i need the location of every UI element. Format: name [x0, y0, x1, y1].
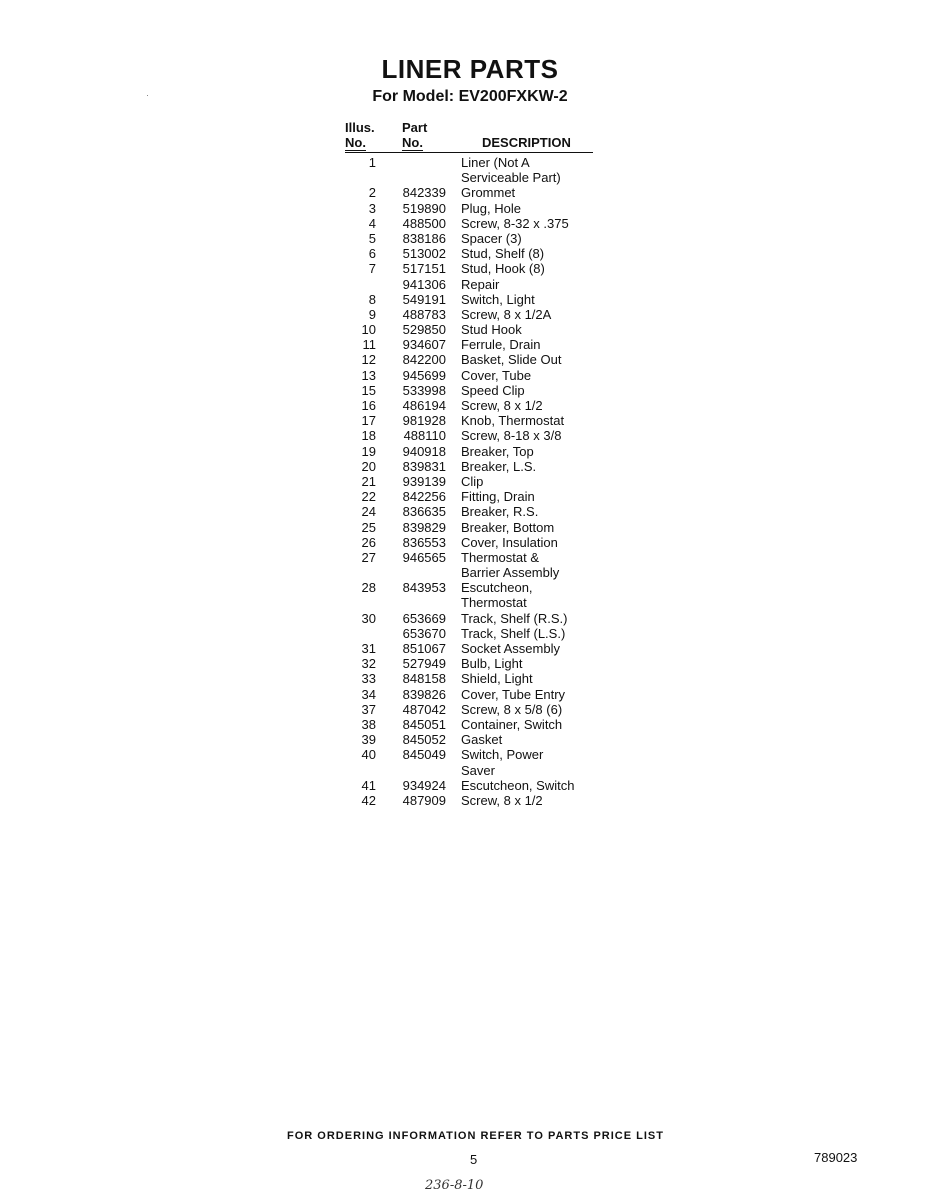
illus-no-cell: 7: [368, 261, 376, 277]
part-no-cell: 487909: [402, 792, 446, 808]
part-no-header: Part No.: [402, 120, 428, 150]
table-row: [340, 368, 640, 383]
model-subtitle: [0, 88, 940, 106]
header-divider: [345, 152, 593, 153]
part-no-cell: 839831: [402, 458, 446, 474]
illus-no-cell: 15: [361, 382, 376, 398]
description-cell: Screw, 8 x 1/2A: [461, 306, 552, 322]
description-cell: Stud Hook: [461, 322, 522, 338]
part-no-cell: 653669: [402, 610, 446, 626]
description-cell: Serviceable Part): [461, 170, 561, 186]
table-row: [340, 732, 640, 747]
illus-no-cell: 33: [361, 671, 376, 687]
illus-no-cell: 9: [368, 306, 376, 322]
description-cell: Cover, Insulation: [461, 534, 558, 550]
part-no-cell: 845052: [402, 732, 446, 748]
part-no-cell: 839829: [402, 519, 446, 535]
part-no-cell: 842200: [402, 352, 446, 368]
illus-no-cell: 18: [361, 428, 376, 444]
table-row: [340, 671, 640, 686]
part-no-cell: 533998: [402, 382, 446, 398]
illus-no-cell: 28: [361, 580, 376, 596]
table-row: [340, 231, 640, 246]
table-row: [340, 793, 640, 808]
illus-no-cell: 25: [361, 519, 376, 535]
table-row: [340, 489, 640, 504]
part-no-cell: 519890: [402, 200, 446, 216]
part-no-cell: 845051: [402, 716, 446, 732]
illus-no-cell: 10: [361, 322, 376, 338]
part-no-cell: 946565: [402, 549, 446, 565]
part-no-cell: 851067: [402, 641, 446, 656]
description-cell: Escutcheon,: [461, 580, 533, 596]
table-row: [340, 535, 640, 550]
part-no-cell: 488110: [403, 428, 446, 444]
description-cell: Screw, 8 x 1/2: [461, 398, 543, 413]
part-no-cell: 653670: [402, 625, 446, 641]
part-no-cell: 941306: [402, 276, 446, 292]
part-no-cell: 981928: [402, 413, 446, 429]
illus-no-cell: 39: [361, 732, 376, 748]
illus-no-cell: 6: [368, 246, 376, 262]
illus-no-cell: 27: [361, 549, 376, 565]
description-cell: Switch, Power: [461, 747, 544, 763]
illus-no-cell: 17: [361, 413, 376, 429]
model-label: For Model:: [372, 88, 455, 105]
illus-no-cell: 32: [361, 656, 376, 672]
description-cell: Socket Assembly: [461, 641, 560, 656]
page-title: LINER PARTS: [381, 54, 559, 84]
part-no-cell: 934924: [402, 777, 446, 793]
table-row: [340, 337, 640, 352]
part-no-cell: 487042: [402, 701, 446, 717]
part-no-cell: 939139: [402, 473, 446, 489]
description-cell: Breaker, Top: [461, 443, 534, 459]
model-number: EV200FXKW-2: [458, 88, 568, 105]
description-cell: Screw, 8 x 1/2: [461, 792, 543, 808]
part-no-cell: 842339: [402, 185, 446, 201]
illus-no-cell: 13: [361, 367, 376, 383]
handwritten-note: 236-8-10: [425, 1178, 484, 1193]
description-cell: Liner (Not A: [461, 155, 530, 170]
table-row: [340, 216, 640, 231]
illus-no-cell: 20: [361, 458, 376, 474]
description-cell: Thermostat: [461, 595, 527, 611]
part-no-cell: 529850: [402, 322, 446, 338]
table-row: [340, 717, 640, 732]
table-row: [340, 565, 640, 580]
table-row: [340, 626, 640, 641]
illus-no-cell: 12: [361, 352, 376, 368]
part-no-cell: 488500: [402, 215, 446, 231]
description-cell: Fitting, Drain: [461, 489, 535, 505]
description-cell: Thermostat &: [461, 549, 540, 565]
table-row: [340, 170, 640, 185]
part-no-cell: 488783: [402, 306, 446, 322]
table-row: [340, 611, 640, 626]
illus-no-cell: 30: [361, 610, 376, 626]
description-cell: Breaker, R.S.: [461, 504, 539, 520]
part-no-cell: 549191: [402, 291, 446, 307]
part-no-cell: 945699: [402, 367, 446, 383]
table-row: [340, 550, 640, 565]
description-header: DESCRIPTION: [482, 135, 571, 150]
description-cell: Screw, 8-32 x .375: [461, 215, 569, 231]
table-row: [340, 763, 640, 778]
table-row: [340, 322, 640, 337]
table-row: [340, 656, 640, 671]
illus-no-cell: 40: [361, 747, 376, 763]
table-row: [340, 277, 640, 292]
description-cell: Clip: [461, 473, 484, 489]
table-row: [340, 641, 640, 656]
part-no-cell: 527949: [402, 656, 446, 672]
illus-no-cell: 22: [361, 489, 376, 505]
part-no-cell: 934607: [402, 337, 446, 353]
description-cell: Breaker, Bottom: [461, 519, 555, 535]
table-row: [340, 307, 640, 322]
table-row: [340, 595, 640, 610]
table-row: [340, 747, 640, 762]
description-cell: Track, Shelf (R.S.): [461, 610, 568, 626]
description-cell: Speed Clip: [461, 382, 525, 398]
illus-no-cell: 11: [362, 337, 376, 353]
illus-no-cell: 41: [361, 777, 376, 793]
illus-no-cell: 38: [361, 716, 376, 732]
part-no-cell: 836553: [402, 534, 446, 550]
table-row: [340, 702, 640, 717]
table-row: [340, 778, 640, 793]
table-row: [340, 459, 640, 474]
description-cell: Barrier Assembly: [461, 565, 560, 581]
illus-no-cell: 3: [368, 200, 376, 216]
illus-no-cell: 24: [361, 504, 376, 520]
description-cell: Repair: [461, 276, 500, 292]
part-no-cell: 848158: [402, 671, 446, 687]
table-row: [340, 185, 640, 200]
description-cell: Screw, 8-18 x 3/8: [461, 428, 562, 444]
description-cell: Screw, 8 x 5/8 (6): [461, 701, 563, 717]
part-no-cell: 843953: [402, 580, 446, 596]
part-no-cell: 842256: [402, 489, 446, 505]
illus-no-cell: 31: [361, 641, 376, 656]
description-cell: Track, Shelf (L.S.): [461, 625, 566, 641]
table-row: [340, 352, 640, 367]
table-row: [340, 428, 640, 443]
description-cell: Container, Switch: [461, 716, 563, 732]
description-cell: Knob, Thermostat: [461, 413, 565, 429]
description-cell: Gasket: [461, 732, 503, 748]
part-no-cell: 940918: [402, 443, 446, 459]
illus-no-header: Illus. No.: [345, 120, 375, 150]
part-no-cell: 836635: [402, 504, 446, 520]
parts-table: [340, 155, 640, 808]
part-no-cell: 838186: [402, 230, 446, 246]
table-row: [340, 398, 640, 413]
table-row: [340, 201, 640, 216]
description-cell: Saver: [461, 762, 495, 778]
illus-no-cell: 5: [368, 230, 376, 246]
description-cell: Escutcheon, Switch: [461, 777, 575, 793]
description-cell: Grommet: [461, 185, 516, 201]
description-cell: Stud, Hook (8): [461, 261, 545, 277]
ordering-footer: FOR ORDERING INFORMATION REFER TO PARTS PRICE LIST: [287, 1130, 664, 1142]
part-no-cell: 517151: [402, 261, 446, 277]
table-row: [340, 520, 640, 535]
description-cell: Cover, Tube Entry: [461, 686, 566, 702]
illus-no-cell: 4: [368, 215, 376, 231]
table-row: [340, 413, 640, 428]
description-cell: Bulb, Light: [461, 656, 523, 672]
illus-no-cell: 1: [368, 155, 376, 170]
table-row: [340, 504, 640, 519]
table-row: [340, 474, 640, 489]
description-cell: Plug, Hole: [461, 200, 521, 216]
illus-no-cell: 34: [361, 686, 376, 702]
table-row: [340, 261, 640, 276]
part-no-cell: 513002: [402, 246, 446, 262]
illus-no-cell: 19: [361, 443, 376, 459]
description-cell: Spacer (3): [461, 230, 522, 246]
part-no-cell: 486194: [402, 398, 446, 413]
description-cell: Cover, Tube: [461, 367, 532, 383]
illus-no-cell: 16: [361, 398, 376, 413]
description-cell: Basket, Slide Out: [461, 352, 562, 368]
part-no-cell: 845049: [402, 747, 446, 763]
table-row: [340, 687, 640, 702]
illus-no-cell: 21: [361, 473, 376, 489]
description-cell: Ferrule, Drain: [461, 337, 541, 353]
description-cell: Stud, Shelf (8): [461, 246, 545, 262]
table-row: [340, 383, 640, 398]
illus-no-cell: 37: [361, 701, 376, 717]
illus-no-cell: 42: [361, 792, 376, 808]
illus-no-cell: 8: [368, 291, 376, 307]
table-row: [340, 292, 640, 307]
page-number: 5: [470, 1152, 478, 1167]
description-cell: Breaker, L.S.: [461, 458, 537, 474]
illus-no-cell: 2: [368, 185, 376, 201]
document-number: 789023: [814, 1150, 858, 1165]
table-row: [340, 246, 640, 261]
description-cell: Switch, Light: [461, 291, 535, 307]
table-row: [340, 155, 640, 170]
table-row: [340, 444, 640, 459]
table-row: [340, 580, 640, 595]
illus-no-cell: 26: [361, 534, 376, 550]
part-no-cell: 839826: [402, 686, 446, 702]
description-cell: Shield, Light: [461, 671, 533, 687]
